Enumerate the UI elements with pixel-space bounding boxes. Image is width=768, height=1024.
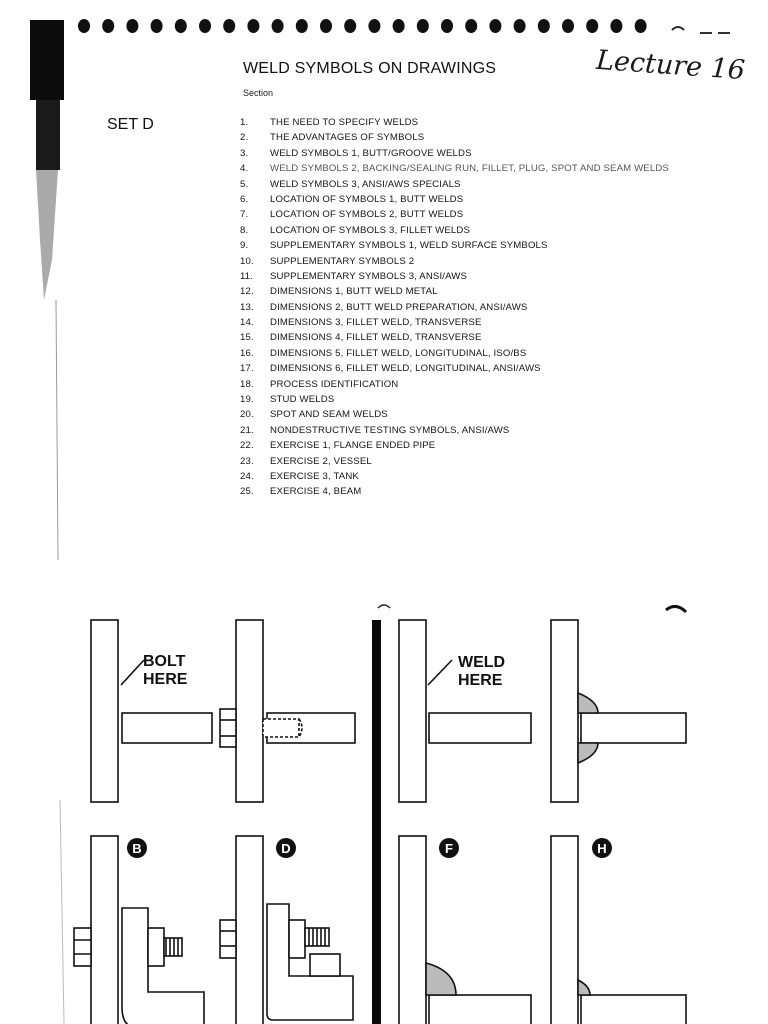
svg-text:D: D <box>281 841 291 856</box>
vertical-plate <box>236 620 263 802</box>
binding-hole <box>175 19 187 33</box>
list-item: 21. NONDESTRUCTIVE TESTING SYMBOLS, ANSI/AWS <box>240 424 510 436</box>
list-item: 19. STUD WELDS <box>240 394 335 406</box>
list-item: 20. SPOT AND SEAM WELDS <box>240 409 388 421</box>
horizontal-plate <box>122 713 212 743</box>
binding-hole <box>538 19 550 33</box>
binding-hole <box>441 19 453 33</box>
vertical-plate <box>399 620 426 802</box>
binding-hole <box>368 19 380 33</box>
binding-hole <box>562 19 574 33</box>
badge-d <box>276 838 296 858</box>
svg-text:H: H <box>597 841 607 856</box>
vertical-plate <box>91 836 118 1024</box>
spiral-binding <box>0 0 768 40</box>
bolt-label-line2: HERE <box>143 671 188 688</box>
list-item: 9. SUPPLEMENTARY SYMBOLS 1, WELD SURFACE SYMBOLS <box>240 240 548 252</box>
weld-label-line2: HERE <box>458 672 503 689</box>
contents-list <box>240 115 669 500</box>
fillet-weld <box>578 693 598 713</box>
list-item: 10. SUPPLEMENTARY SYMBOLS 2 <box>240 255 415 267</box>
horizontal-plate <box>429 995 531 1024</box>
list-item: 7. LOCATION OF SYMBOLS 2, BUTT WELDS <box>240 209 464 221</box>
fillet-weld <box>578 980 590 995</box>
list-item: 4. WELD SYMBOLS 2, BACKING/SEALING RUN, FILLET, PLUG, SPOT AND SEAM WELDS <box>240 163 669 175</box>
list-item: 8. LOCATION OF SYMBOLS 3, FILLET WELDS <box>240 224 471 236</box>
list-item: 15. DIMENSIONS 4, FILLET WELD, TRANSVERSE <box>240 332 482 344</box>
binding-hole <box>102 19 114 33</box>
binding-hole <box>635 19 647 33</box>
list-item: 12. DIMENSIONS 1, BUTT WELD METAL <box>240 286 438 298</box>
handwritten-note: Lecture 16 <box>595 44 746 87</box>
list-item: 1. THE NEED TO SPECIFY WELDS <box>240 117 419 128</box>
svg-text:B: B <box>132 841 142 856</box>
binding-hole <box>417 19 429 33</box>
binding-hole <box>296 19 308 33</box>
list-item: 25. EXERCISE 4, BEAM <box>240 486 362 498</box>
nut <box>148 928 164 966</box>
fillet-weld <box>426 963 456 995</box>
weld-label-line1: WELD <box>458 654 506 671</box>
binding-hole <box>489 19 501 33</box>
vertical-plate <box>399 836 426 1024</box>
list-item: 23. EXERCISE 2, VESSEL <box>240 455 372 467</box>
binding-holes <box>78 19 647 33</box>
document-title: WELD SYMBOLS ON DRAWINGS <box>243 60 497 77</box>
binding-hole <box>199 19 211 33</box>
divider-bar <box>372 620 381 1024</box>
horizontal-plate <box>581 713 686 743</box>
vertical-plate <box>236 836 263 1024</box>
fillet-weld <box>578 743 598 763</box>
binding-hole <box>586 19 598 33</box>
badge-f <box>439 838 459 858</box>
list-item: 6. LOCATION OF SYMBOLS 1, BUTT WELDS <box>240 193 464 205</box>
vertical-plate <box>551 620 578 802</box>
binding-hole <box>78 19 90 33</box>
binding-hole <box>151 19 163 33</box>
list-item: 13. DIMENSIONS 2, BUTT WELD PREPARATION, ANSI/AWS <box>240 301 528 313</box>
list-item: 18. PROCESS IDENTIFICATION <box>240 378 399 390</box>
binding-hole <box>514 19 526 33</box>
list-item: 3. WELD SYMBOLS 1, BUTT/GROOVE WELDS <box>240 147 472 159</box>
list-item: 2. THE ADVANTAGES OF SYMBOLS <box>240 132 425 144</box>
binding-hole <box>465 19 477 33</box>
nut <box>74 928 91 966</box>
bolt-vs-weld-illustration <box>60 590 768 1024</box>
list-item: 22. EXERCISE 1, FLANGE ENDED PIPE <box>240 440 436 452</box>
binding-hole <box>344 19 356 33</box>
svg-text:F: F <box>445 841 453 856</box>
badge-b <box>127 838 147 858</box>
binding-hole <box>320 19 332 33</box>
horizontal-plate <box>581 995 686 1024</box>
binding-hole <box>272 19 284 33</box>
list-item: 5. WELD SYMBOLS 3, ANSI/AWS SPECIALS <box>240 178 461 190</box>
list-item: 17. DIMENSIONS 6, FILLET WELD, LONGITUDINAL, ANSI/AWS <box>240 363 541 375</box>
binding-hole <box>393 19 405 33</box>
binding-hole <box>610 19 622 33</box>
vertical-plate <box>91 620 118 802</box>
list-item: 24. EXERCISE 3, TANK <box>240 470 359 482</box>
binding-hole <box>223 19 235 33</box>
bolt-label-line1: BOLT <box>143 653 186 670</box>
binding-hole <box>247 19 259 33</box>
nut <box>220 709 236 747</box>
binding-hole <box>126 19 138 33</box>
badge-h <box>592 838 612 858</box>
horizontal-plate <box>429 713 531 743</box>
list-item: 14. DIMENSIONS 3, FILLET WELD, TRANSVERSE <box>240 317 482 329</box>
section-column-label: Section <box>243 88 274 98</box>
nut <box>220 920 236 958</box>
vertical-plate <box>551 836 578 1024</box>
list-item: 16. DIMENSIONS 5, FILLET WELD, LONGITUDINAL, ISO/BS <box>240 347 527 359</box>
nut <box>289 920 305 958</box>
list-item: 11. SUPPLEMENTARY SYMBOLS 3, ANSI/AWS <box>240 270 468 282</box>
set-label: SET D <box>107 116 154 133</box>
